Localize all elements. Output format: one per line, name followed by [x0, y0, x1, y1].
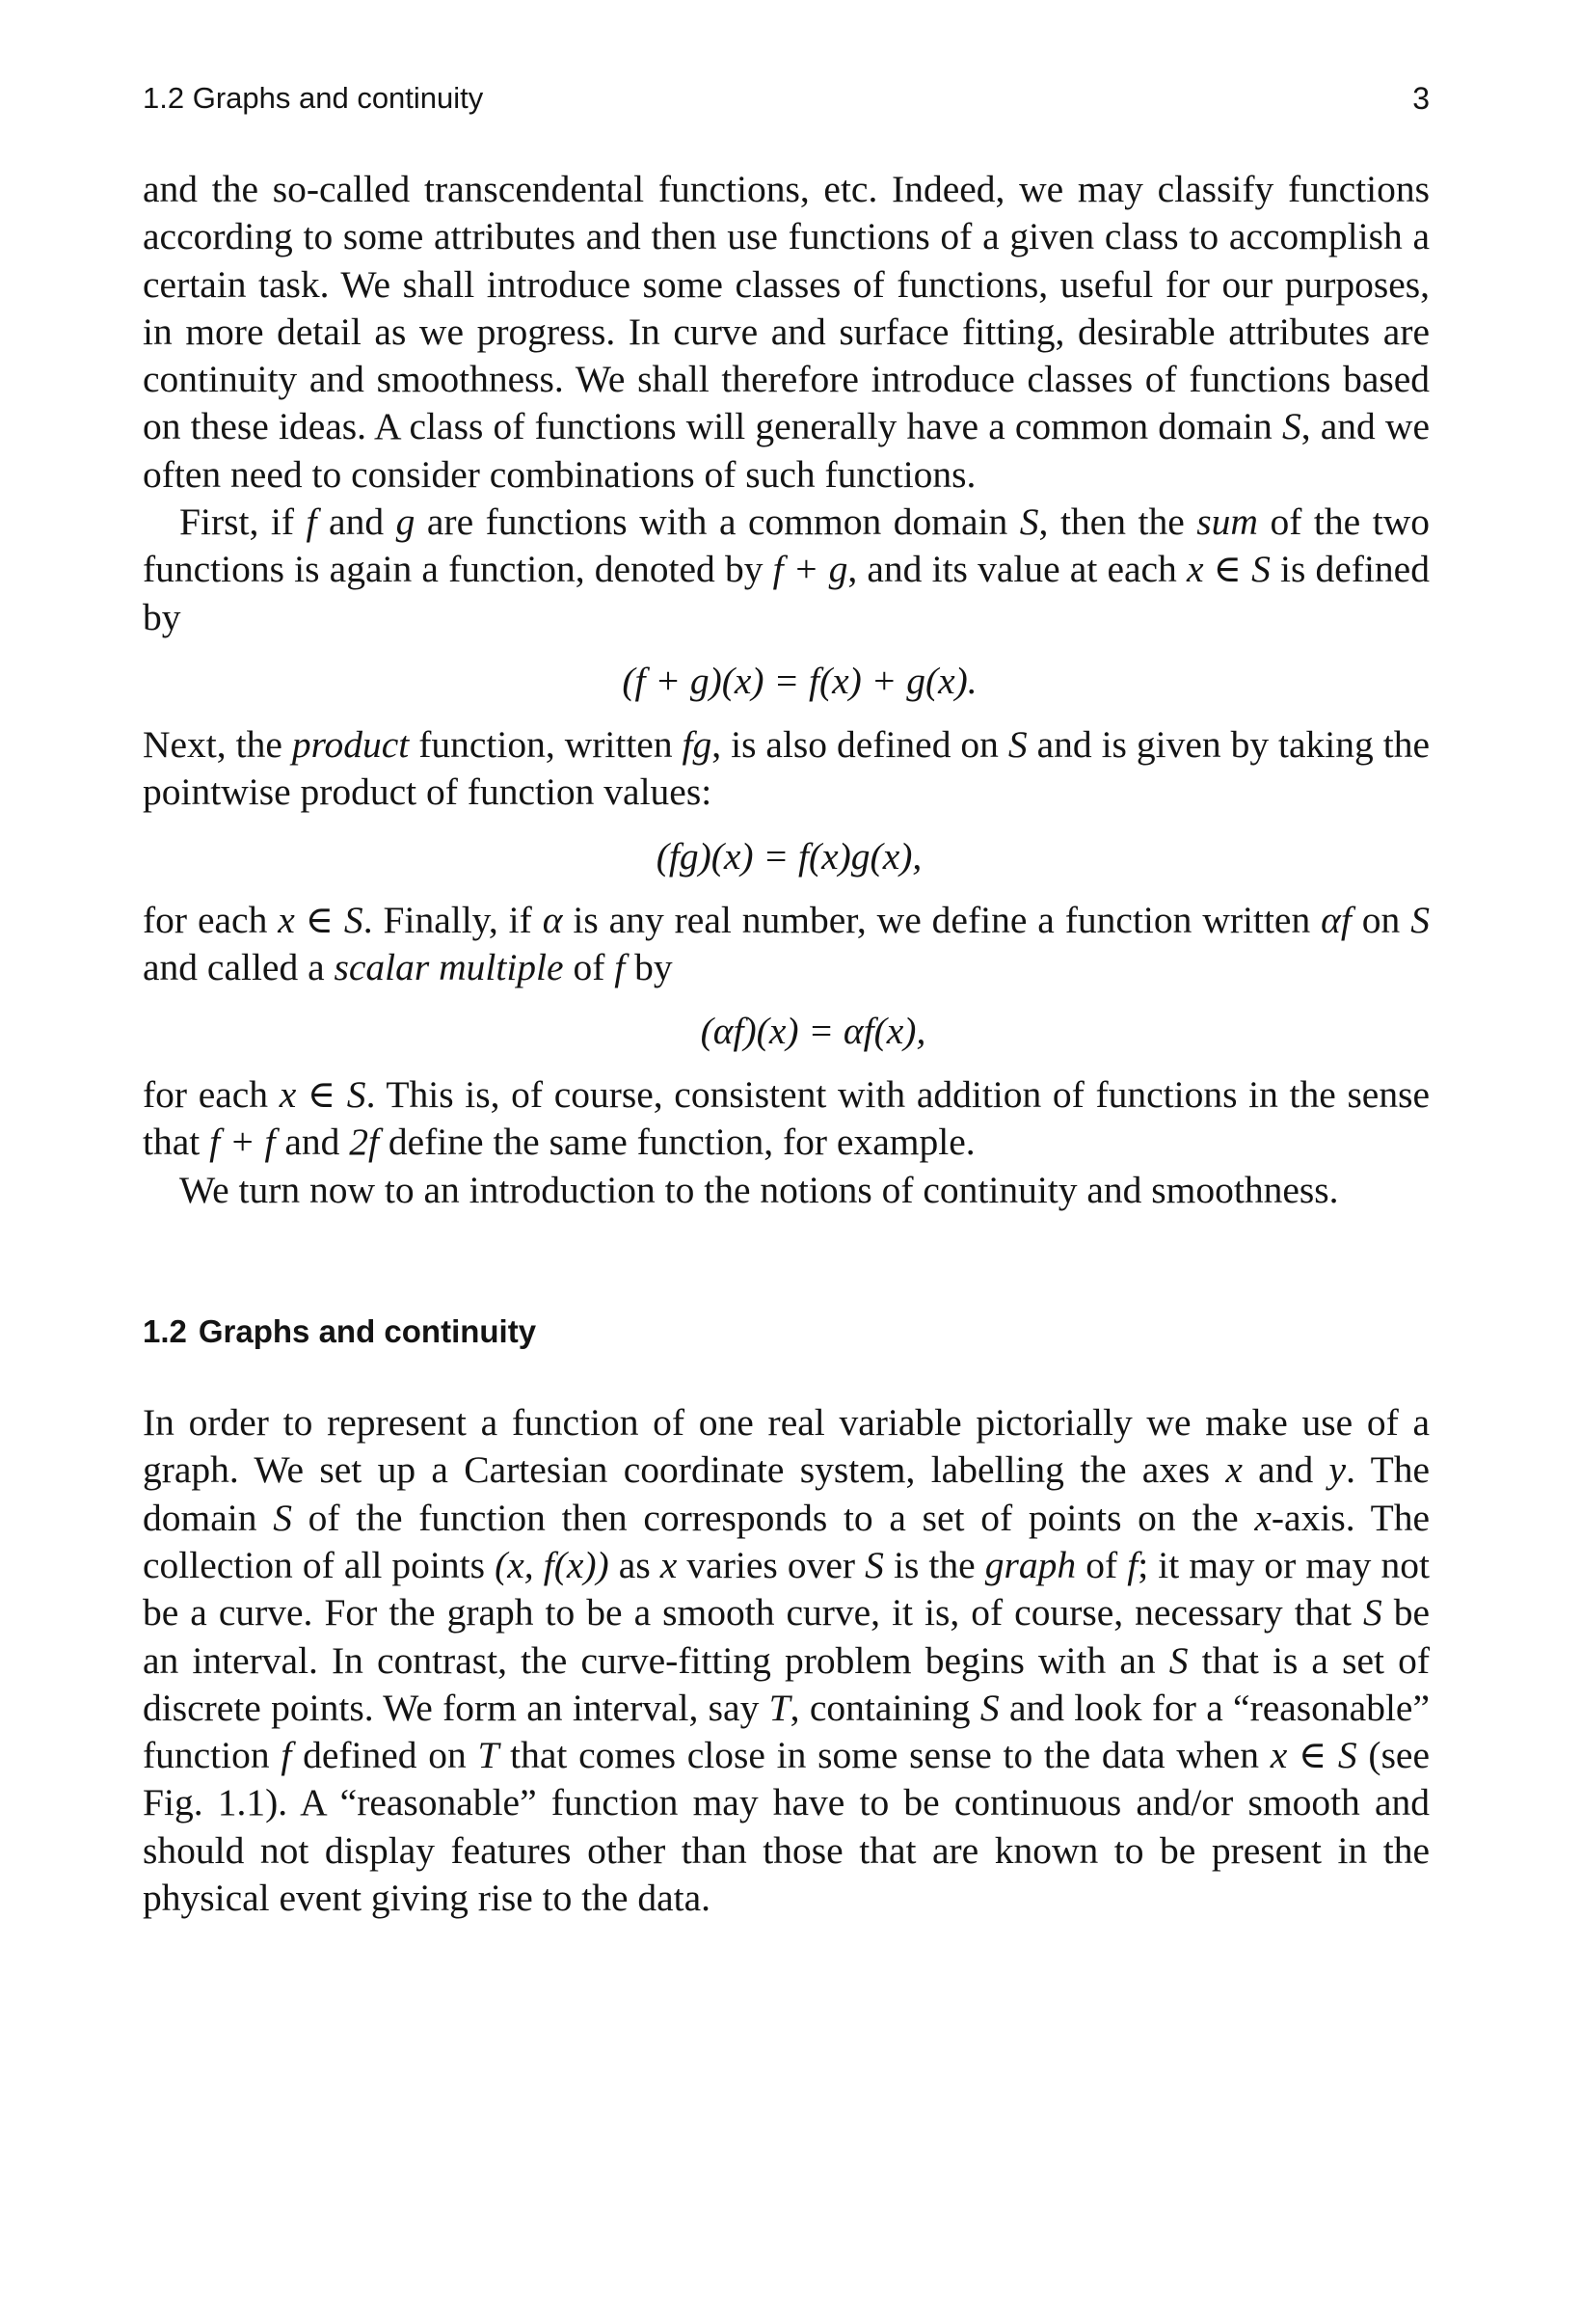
paragraph-classes-of-functions: and the so-called transcendental functions, etc. Indeed, we may classify functions according to some attributes and then use functions of a given class to accomplish a certain task. We shall introduce some classes of functions, useful for our purposes, in more detail as we progress. In curve and surface fitting, desirable attributes are continuity and smoothness. We shall therefore introduce classes of functions based on these ideas. A class of functions will generally have a common domain S, and we often need to consider combinations of such functions. — [143, 168, 1431, 496]
paragraph-continuity-intro: We turn now to an introduction to the notions of continuity and smoothness. — [179, 1168, 1339, 1211]
paragraph-sum-definition: First, if f and g are functions with a common domain S, then the sum of the two functions is again a function, denoted by f + g, and its value at each x ∈ S is defined by — [143, 500, 1430, 638]
equation-product: (fg)(x) = f(x)g(x), — [656, 834, 923, 878]
section-number: 1.2 — [143, 1313, 187, 1350]
equation-scalar-multiple: (αf)(x) = αf(x), — [700, 1010, 926, 1053]
running-head — [143, 81, 1430, 120]
body-text — [143, 166, 1430, 1922]
page-number: 3 — [1412, 81, 1430, 116]
equation-sum: (f + g)(x) = f(x) + g(x). — [622, 659, 978, 702]
paragraph-consistency: for each x ∈ S. This is, of course, consistent with addition of functions in the sense that f + f and 2f define the same function, for example. — [143, 1073, 1430, 1164]
paragraph-graphs: In order to represent a function of one real variable pictorially we make use of a graph. We set up a Cartesian coordinate system, labelling the axes x and y. The domain S of the function then corresponds to a set of points on the x-axis. The collection of all points (x, f(x)) as x varies over S is the graph of f; it may or may not be a curve. For the graph to be a smooth curve, it is, of course, necessary that S be an interval. In contrast, the curve-fitting problem begins with an S that is a set of discrete points. We form an interval, say T, containing S and look for a “reasonable” function f defined on T that comes close in some sense to the data when x ∈ S (see Fig. 1.1). A “reasonable” function may have to be continuous and/or smooth and should not display features other than those that are known to be present in the physical event giving rise to the data. — [143, 1401, 1431, 1920]
paragraph-scalar-multiple: for each x ∈ S. Finally, if α is any real number, we define a function written αf on S and called a scalar multiple of f by — [143, 898, 1430, 988]
section-title: Graphs and continuity — [198, 1313, 537, 1350]
section-heading — [143, 1312, 1430, 1351]
paragraph-product-definition: Next, the product function, written fg, is also defined on S and is given by taking the pointwise product of function values: — [143, 722, 1431, 814]
running-title: 1.2 Graphs and continuity — [143, 81, 484, 115]
